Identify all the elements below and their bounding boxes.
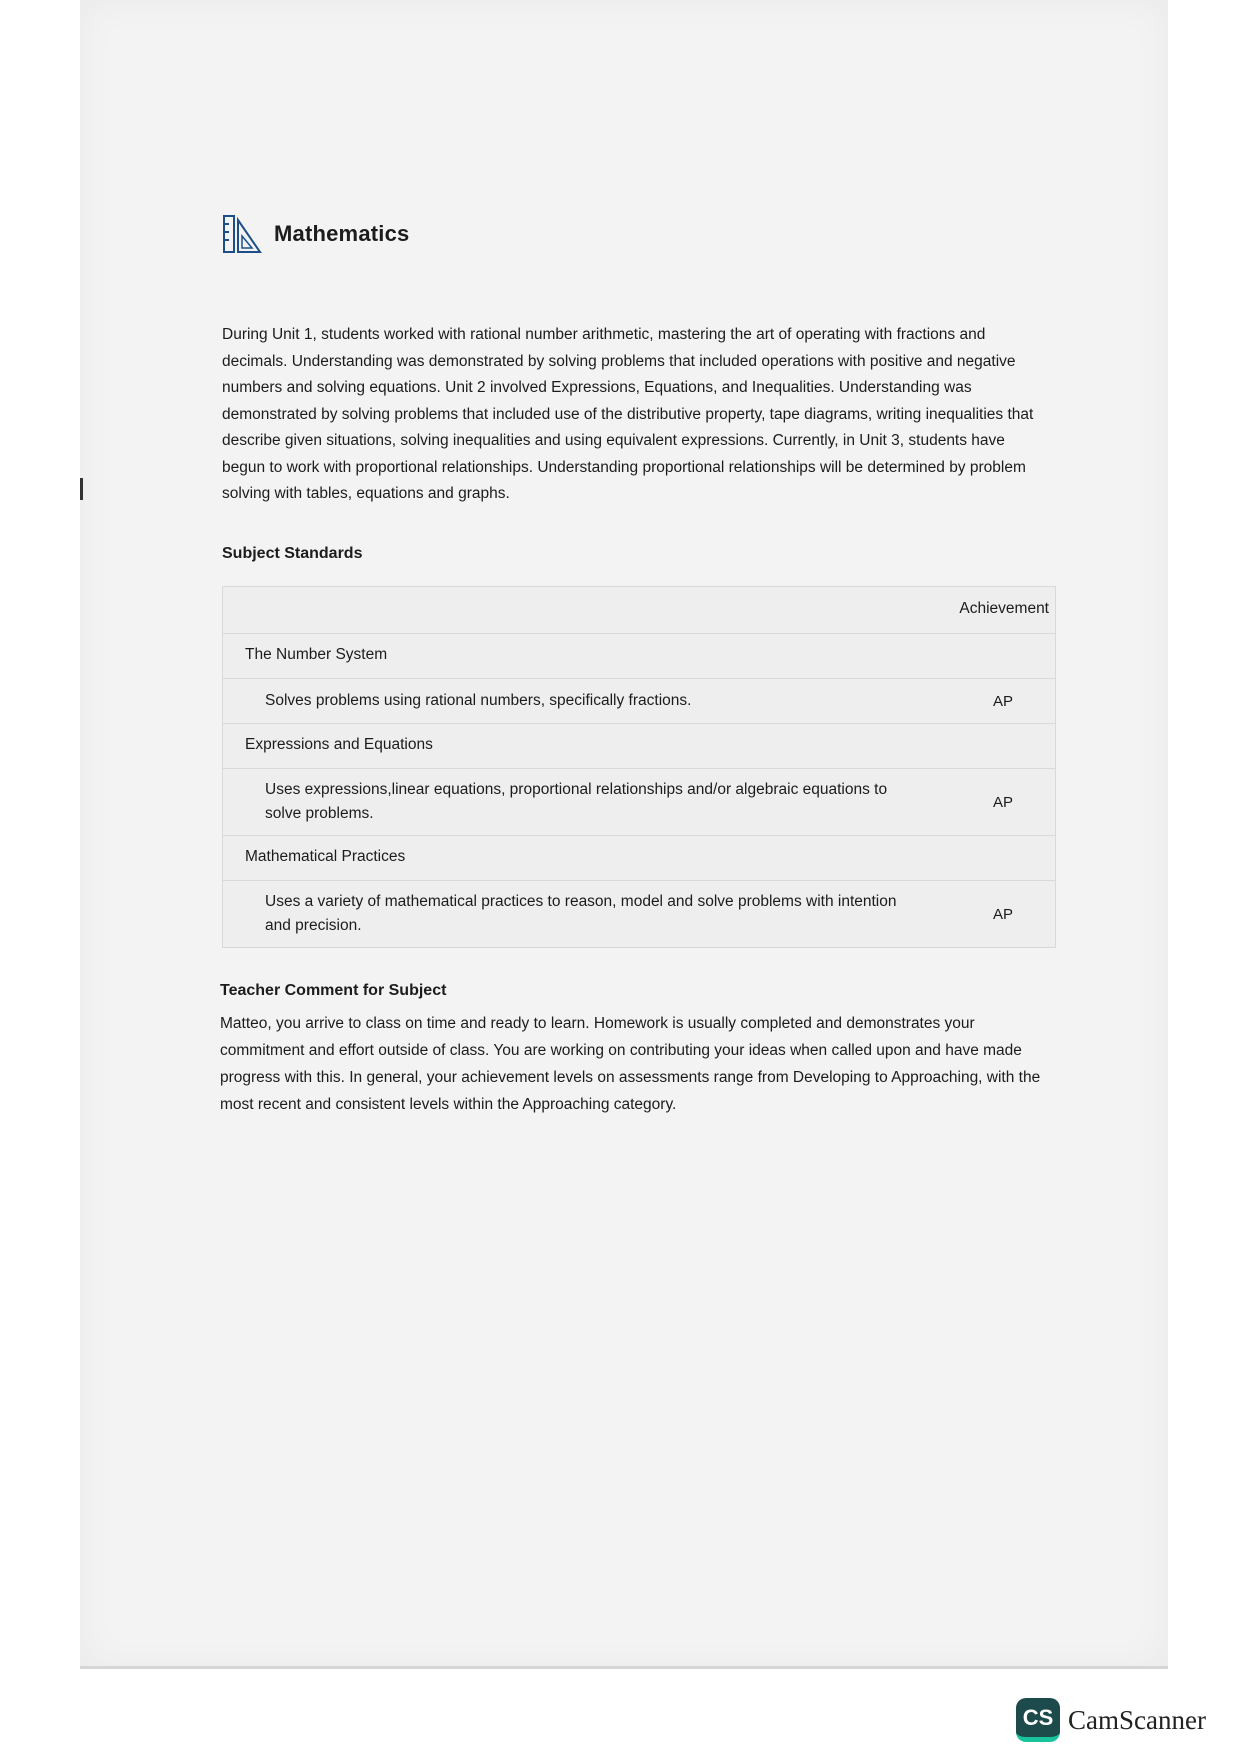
page-edge [80, 1666, 1168, 1669]
unit-summary: During Unit 1, students worked with rational number arithmetic, mastering the art of operating with fractions and decimals. Understanding was demonstrated by solving problems that included operations with positive and negative numbers and solving equations. Unit 2 involved Expressions, Equations, and Inequalities. Understanding was demonstrated by solving problems that included use of the distributive property, tape diagrams, writing inequalities that describe given situations, solving inequalities and using equivalent expressions. Currently, in Unit 3, students have begun to work with proportional relationships. Understanding proportional relationships will be determined by problem solving with tables, equations and graphs. [222, 326, 1034, 502]
scan-mark [80, 478, 83, 500]
page-title: Mathematics [274, 221, 410, 246]
standards-table [222, 586, 1056, 948]
camscanner-logo-icon: CS [1016, 1698, 1060, 1742]
subject-header [222, 212, 409, 256]
category-name: Mathematical Practices [245, 848, 406, 865]
standard-row [223, 679, 1055, 724]
table-header [223, 587, 1055, 634]
category-row [223, 634, 1055, 679]
camscanner-name: CamScanner [1068, 1704, 1206, 1735]
comment-heading: Teacher Comment for Subject [220, 982, 447, 999]
category-name: The Number System [245, 646, 388, 663]
achievement-value: AP [992, 905, 1013, 923]
standard-description: Solves problems using rational numbers, specifically fractions. [265, 692, 692, 709]
category-row [223, 836, 1055, 881]
achievement-value: AP [992, 692, 1013, 710]
standard-description: Uses expressions,linear equations, proportional relationships and/or algebraic equations to solve problems. [265, 781, 888, 822]
ruler-triangle-icon [222, 212, 264, 256]
standard-description: Uses a variety of mathematical practices to reason, model and solve problems with intention and precision. [265, 893, 897, 934]
standard-row [223, 881, 1055, 947]
achievement-column-header: Achievement [959, 600, 1049, 617]
standard-row [223, 769, 1055, 836]
category-row [223, 724, 1055, 769]
teacher-comment: Matteo, you arrive to class on time and ready to learn. Homework is usually completed and demonstrates your commitment and effort outside of class. You are working on contributing your ideas when called upon and have made progress with this. In general, your achievement levels on assessments range from Developing to Approaching, with the most recent and consistent levels within the Approaching category. [220, 1015, 1041, 1113]
achievement-value: AP [992, 793, 1013, 811]
standards-heading: Subject Standards [222, 545, 363, 562]
category-name: Expressions and Equations [245, 736, 433, 753]
camscanner-watermark [1016, 1698, 1206, 1742]
